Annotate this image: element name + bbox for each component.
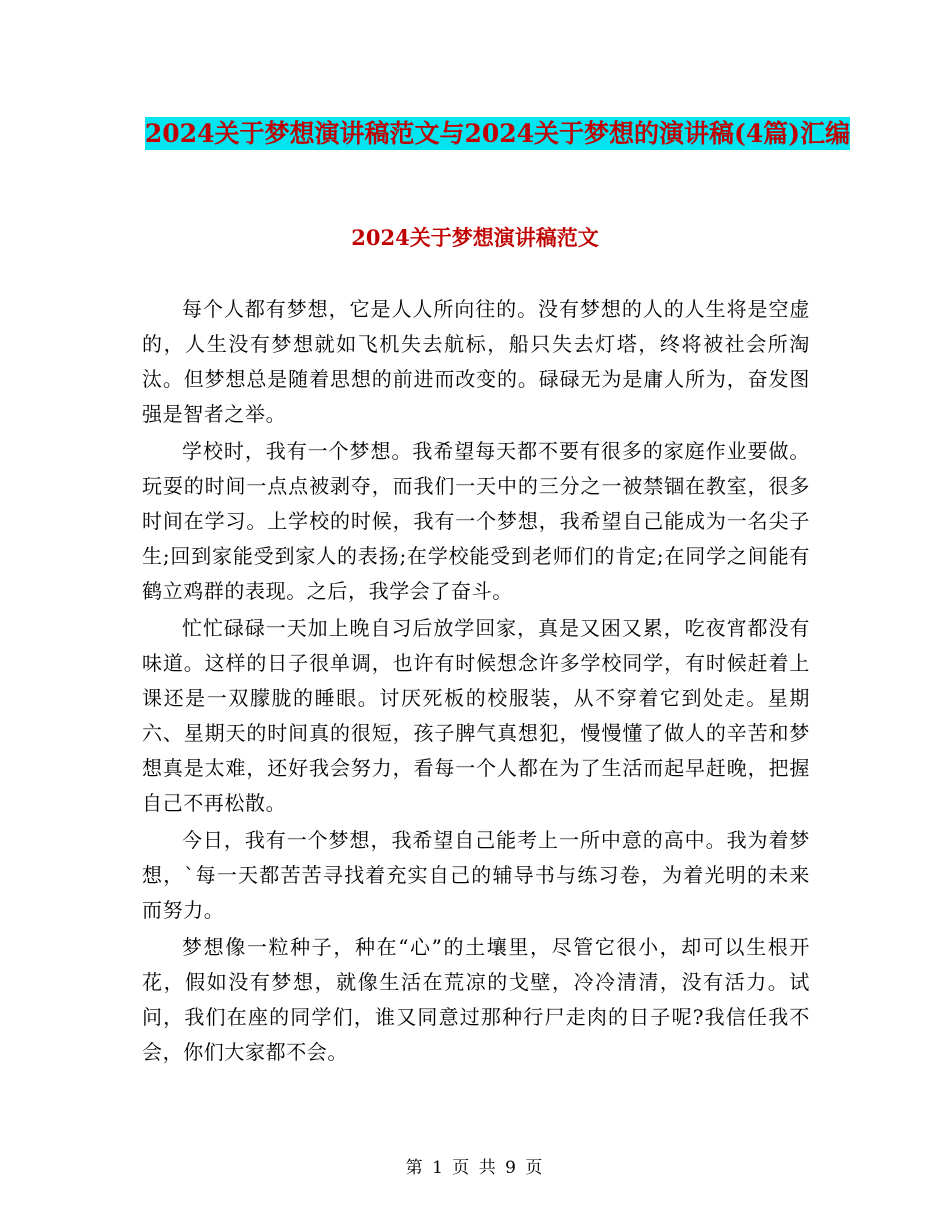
page-number-footer: 第 1 页 共 9 页 [405,1158,545,1178]
paragraph: 每个人都有梦想，它是人人所向往的。没有梦想的人的人生将是空虚的，人生没有梦想就如飞机失去航标，船只失去灯塔，终将被社会所淘汰。但梦想总是随着思想的前进而改变的。碌碌无为是庸人所为，奋发图强是智者之举。 [142,297,810,426]
paragraph: 学校时，我有一个梦想。我希望每天都不要有很多的家庭作业要做。玩耍的时间一点点被剥夺，而我们一天中的三分之一被禁锢在教室，很多时间在学习。上学校的时候，我有一个梦想，我希望自己能成为一名尖子生;回到家能受到家人的表扬;在学校能受到老师们的肯定;在同学之间能有鹤立鸡群的表现。之后，我学会了奋斗。 [142,439,810,603]
paragraph: 今日，我有一个梦想，我希望自己能考上一所中意的高中。我为着梦想，`每一天都苦苦寻找着充实自己的辅导书与练习卷，为着光明的未来而努力。 [142,828,810,922]
document-title [140,112,855,156]
section-title: 2024关于梦想演讲稿范文 [351,225,599,250]
document-body [142,292,810,1072]
paragraph: 梦想像一粒种子，种在“心”的土壤里，尽管它很小，却可以生根开花，假如没有梦想，就像生活在荒凉的戈壁，冷冷清清，没有活力。试问，我们在座的同学们，谁又同意过那种行尸走肉的日子呢?我信任我不会，你们大家都不会。 [142,935,810,1064]
paragraph: 忙忙碌碌一天加上晚自习后放学回家，真是又困又累，吃夜宵都没有味道。这样的日子很单调，也许有时候想念许多学校同学，有时候赶着上课还是一双朦胧的睡眼。讨厌死板的校服装，从不穿着它到处走。星期六、星期天的时间真的很短，孩子脾气真想犯，慢慢懂了做人的辛苦和梦想真是太难，还好我会努力，看每一个人都在为了生活而起早赶晚，把握自己不再松散。 [142,616,810,815]
document-title-text: 2024关于梦想演讲稿范文与2024关于梦想的演讲稿(4篇)汇编 [144,119,851,148]
